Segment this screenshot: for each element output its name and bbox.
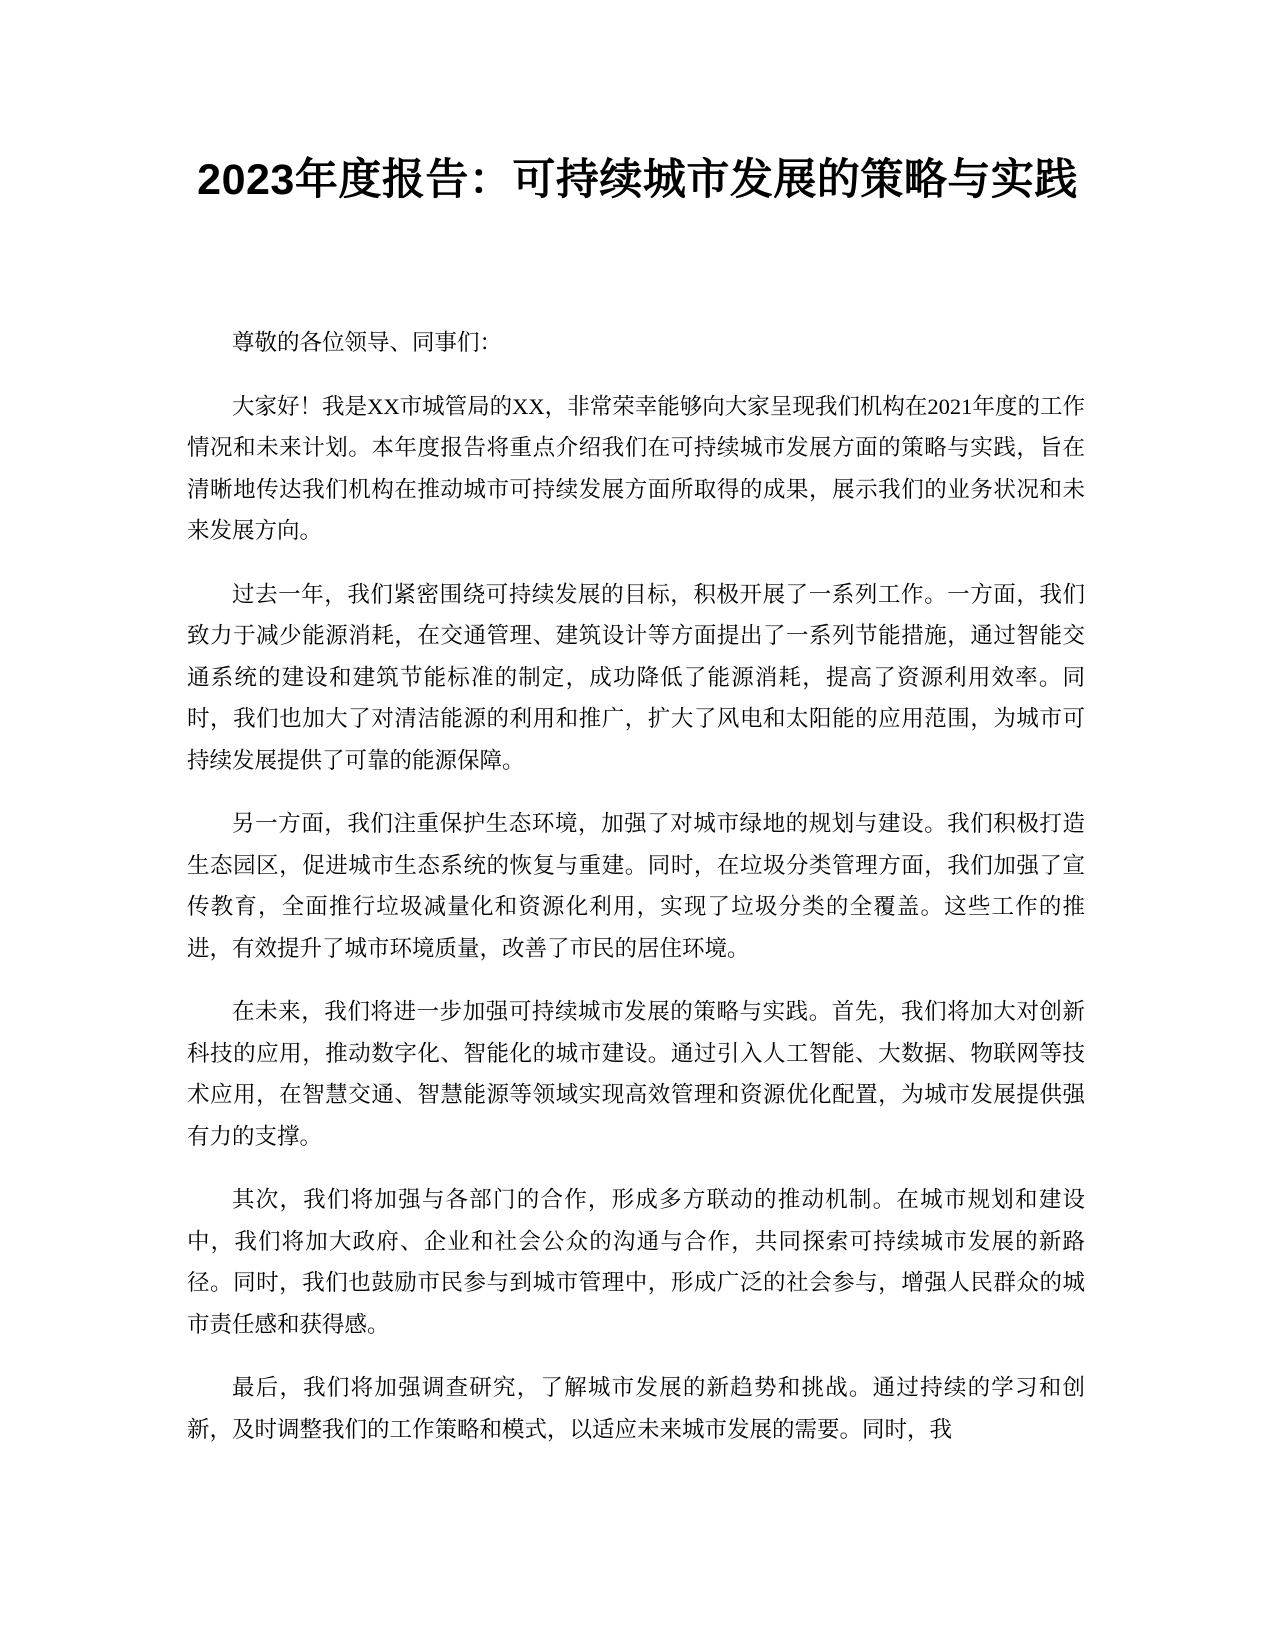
- body-paragraph: 在未来，我们将进一步加强可持续城市发展的策略与实践。首先，我们将加大对创新科技的应用，推动数字化、智能化的城市建设。通过引入人工智能、大数据、物联网等技术应用，在智慧交通、智慧能源等领域实现高效管理和资源优化配置，为城市发展提供强有力的支撑。: [187, 999, 1085, 1149]
- body-paragraph: 最后，我们将加强调查研究，了解城市发展的新趋势和挑战。通过持续的学习和创新，及时调整我们的工作策略和模式，以适应未来城市发展的需要。同时，我: [187, 1375, 1085, 1442]
- body-paragraph: 大家好！我是XX市城管局的XX，非常荣幸能够向大家呈现我们机构在2021年度的工作情况和未来计划。本年度报告将重点介绍我们在可持续城市发展方面的策略与实践，旨在清晰地传达我们机构在推动城市可持续发展方面所取得的成果，展示我们的业务状况和未来发展方向。: [187, 393, 1085, 543]
- body-paragraph: 另一方面，我们注重保护生态环境，加强了对城市绿地的规划与建设。我们积极打造生态园区，促进城市生态系统的恢复与重建。同时，在垃圾分类管理方面，我们加强了宣传教育，全面推行垃圾减量化和资源化利用，实现了垃圾分类的全覆盖。这些工作的推进，有效提升了城市环境质量，改善了市民的居住环境。: [187, 811, 1085, 961]
- document-title: 2023年度报告：可持续城市发展的策略与实践: [197, 156, 1078, 204]
- greeting-paragraph: 尊敬的各位领导、同事们：: [232, 330, 503, 355]
- document-body: [187, 322, 1085, 1472]
- body-paragraph: 其次，我们将加强与各部门的合作，形成多方联动的推动机制。在城市规划和建设中，我们将加大政府、企业和社会公众的沟通与合作，共同探索可持续城市发展的新路径。同时，我们也鼓励市民参与到城市管理中，形成广泛的社会参与，增强人民群众的城市责任感和获得感。: [187, 1187, 1085, 1337]
- body-paragraph: 过去一年，我们紧密围绕可持续发展的目标，积极开展了一系列工作。一方面，我们致力于减少能源消耗，在交通管理、建筑设计等方面提出了一系列节能措施，通过智能交通系统的建设和建筑节能标准的制定，成功降低了能源消耗，提高了资源利用效率。同时，我们也加大了对清洁能源的利用和推广，扩大了风电和太阳能的应用范围，为城市可持续发展提供了可靠的能源保障。: [187, 581, 1085, 773]
